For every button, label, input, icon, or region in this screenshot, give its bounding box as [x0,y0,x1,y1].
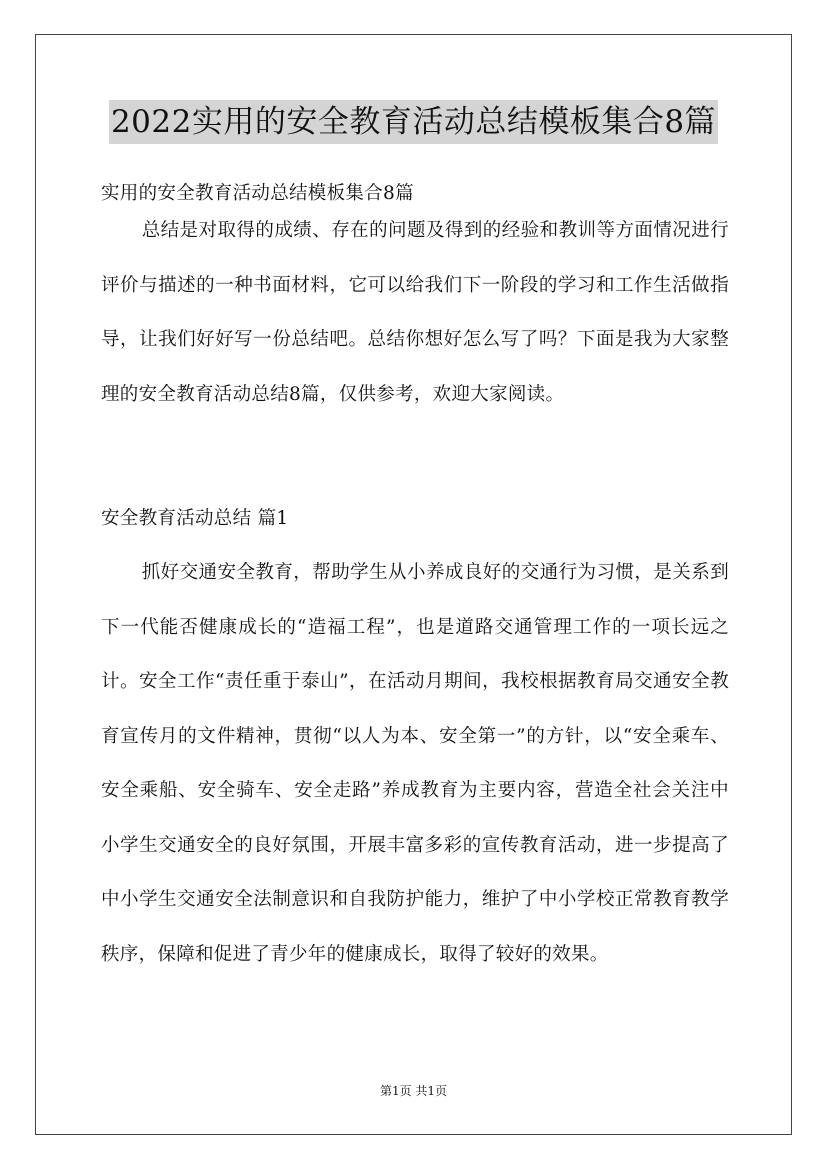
document-title: 2022实用的安全教育活动总结模板集合8篇 [109,100,718,144]
section-body-paragraph: 抓好交通安全教育，帮助学生从小养成良好的交通行为习惯，是关系到下一代能否健康成长的“造福工程”，也是道路交通管理工作的一项长远之计。安全工作“责任重于泰山”，在活动月期间，我校根据教育局交通安全教育宣传月的文件精神，贯彻“以人为本、安全第一”的方针，以“安全乘车、安全乘船、安全骑车、安全走路”养成教育为主要内容，营造全社会关注中小学生交通安全的良好氛围，开展丰富多彩的宣传教育活动，进一步提高了中小学生交通安全法制意识和自我防护能力，维护了中小学校正常教育教学秩序，保障和促进了青少年的健康成长，取得了较好的效果。 [101,562,729,965]
intro-paragraph: 总结是对取得的成绩、存在的问题及得到的经验和教训等方面情况进行评价与描述的一种书面材料，它可以给我们下一阶段的学习和工作生活做指导，让我们好好写一份总结吧。总结你想好怎么写了吗？下面是我为大家整理的安全教育活动总结8篇，仅供参考，欢迎大家阅读。 [101,220,729,405]
document-subtitle: 实用的安全教育活动总结模板集合8篇 [101,183,414,204]
page-footer: 第1页 共1页 [379,1084,448,1098]
section-heading: 安全教育活动总结 篇1 [101,508,289,529]
title-container [0,100,827,144]
